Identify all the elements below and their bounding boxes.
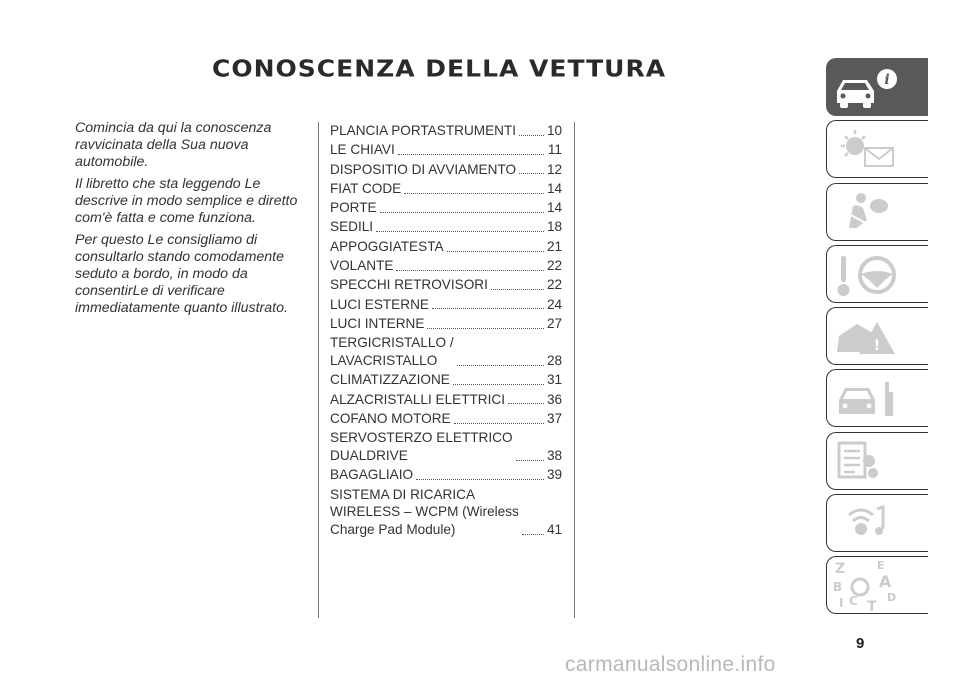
- toc-entry-page: 37: [547, 410, 563, 426]
- toc-leader-dots: [453, 384, 544, 385]
- toc-entry-title: LE CHIAVI: [330, 142, 395, 158]
- alphabetical-index-icon: [827, 557, 927, 615]
- toc-entry[interactable]: [330, 161, 562, 179]
- toc-entry[interactable]: [330, 141, 562, 159]
- toc-entry-page: 38: [547, 448, 563, 464]
- tab-index[interactable]: [826, 556, 928, 614]
- column-divider-left: [318, 122, 319, 618]
- toc-entry-page: 39: [547, 467, 563, 483]
- toc-leader-dots: [457, 365, 544, 366]
- toc-entry[interactable]: [330, 410, 562, 428]
- emergency-breakdown-icon: [827, 308, 927, 366]
- toc-entry[interactable]: [330, 315, 562, 333]
- toc-entry[interactable]: [330, 429, 562, 465]
- toc-entry[interactable]: [330, 122, 562, 140]
- warning-lights-message-icon: [827, 121, 927, 179]
- toc-entry-title: FIAT CODE: [330, 180, 402, 196]
- toc-leader-dots: [491, 289, 544, 290]
- tab-car-info[interactable]: [826, 58, 928, 116]
- toc-entry-title: ALZACRISTALLI ELETTRICI: [330, 391, 505, 407]
- multimedia-icon: [827, 495, 927, 553]
- toc-entry[interactable]: [330, 296, 562, 314]
- toc-entry-page: 22: [547, 277, 563, 293]
- toc-leader-dots: [522, 534, 544, 535]
- toc-entry-title: APPOGGIATESTA: [330, 238, 444, 254]
- toc-entry[interactable]: [330, 371, 562, 389]
- toc-entry-title: SEDILI: [330, 219, 374, 235]
- toc-leader-dots: [519, 135, 544, 136]
- car-info-icon: [827, 59, 927, 117]
- svg-text:!: !: [873, 338, 881, 355]
- page-number: 9: [856, 635, 865, 652]
- toc-leader-dots: [398, 154, 544, 155]
- toc-entry-title: LUCI ESTERNE: [330, 296, 429, 312]
- toc-entry[interactable]: [330, 391, 562, 409]
- toc-entry-page: 28: [547, 353, 563, 369]
- toc-entry[interactable]: [330, 486, 562, 539]
- toc-entry-title: SERVOSTERZO ELETTRICO DUALDRIVE: [330, 430, 513, 464]
- toc-entry-title: DISPOSITIO DI AVVIAMENTO: [330, 161, 517, 177]
- watermark: carmanualsonline.info: [565, 653, 776, 676]
- intro-paragraph: Comincia da qui la conoscenza ravvicinata della Sua nuova automobile.: [75, 120, 272, 170]
- toc-entry-page: 27: [547, 315, 563, 331]
- page-title: CONOSCENZA DELLA VETTURA: [212, 55, 667, 82]
- toc-entry-title: TERGICRISTALLO / LAVACRISTALLO: [330, 335, 454, 369]
- toc-entry-page: 24: [547, 296, 563, 312]
- tab-multimedia[interactable]: [826, 494, 928, 552]
- toc-entry-page: 36: [547, 391, 563, 407]
- toc-leader-dots: [396, 270, 544, 271]
- toc-entry-page: 12: [547, 161, 563, 177]
- toc-entry-title: VOLANTE: [330, 258, 394, 274]
- toc-leader-dots: [508, 403, 544, 404]
- tab-safety[interactable]: [826, 183, 928, 241]
- toc-entry[interactable]: [330, 218, 562, 236]
- tab-starting-driving[interactable]: [826, 245, 928, 303]
- toc-entry-title: LUCI INTERNE: [330, 315, 425, 331]
- toc-leader-dots: [416, 479, 544, 480]
- index-letter: I: [839, 596, 844, 611]
- toc-entry-page: 22: [547, 258, 563, 274]
- toc-entry-title: COFANO MOTORE: [330, 410, 451, 426]
- toc-entry-page: 21: [547, 238, 563, 254]
- toc-entry-page: 41: [547, 522, 563, 538]
- toc-entry[interactable]: [330, 276, 562, 294]
- toc-entry-page: 10: [547, 123, 563, 138]
- toc-leader-dots: [427, 328, 544, 329]
- toc-entry[interactable]: [330, 199, 562, 217]
- car-maintenance-icon: [827, 370, 927, 428]
- technical-data-icon: [827, 433, 927, 491]
- tab-emergency[interactable]: [826, 307, 928, 365]
- toc-entry-page: 31: [547, 372, 563, 388]
- toc-entry[interactable]: [330, 466, 562, 484]
- toc-entry-page: 11: [547, 142, 562, 158]
- index-letter: B: [833, 580, 843, 595]
- toc-entry-title: SPECCHI RETROVISORI: [330, 277, 488, 293]
- toc-leader-dots: [454, 423, 544, 424]
- tab-technical-data[interactable]: [826, 432, 928, 490]
- toc-leader-dots: [432, 308, 544, 309]
- toc-entry-page: 14: [547, 200, 563, 216]
- index-letter: C: [849, 594, 858, 609]
- index-letter: E: [877, 559, 885, 573]
- toc-entry[interactable]: [330, 180, 562, 198]
- chapter-tabs: [826, 58, 928, 619]
- toc-entry-title: PLANCIA PORTASTRUMENTI: [330, 123, 517, 138]
- key-steering-wheel-icon: [827, 246, 927, 304]
- index-letter: Z: [835, 561, 846, 578]
- table-of-contents: [330, 122, 562, 541]
- intro-paragraph: Il libretto che sta leggendo Le descrive in modo semplice e diretto com'è fatta e come funziona.: [75, 176, 298, 226]
- toc-leader-dots: [376, 231, 544, 232]
- intro-text: [75, 120, 315, 322]
- tab-maintenance[interactable]: [826, 369, 928, 427]
- tab-warning-lights[interactable]: [826, 120, 928, 178]
- toc-leader-dots: [404, 193, 544, 194]
- toc-entry-title: PORTE: [330, 200, 377, 216]
- toc-entry[interactable]: [330, 334, 562, 370]
- column-divider-right: [574, 122, 575, 618]
- toc-entry[interactable]: [330, 238, 562, 256]
- index-letter: D: [887, 591, 897, 605]
- toc-entry-title: CLIMATIZZAZIONE: [330, 372, 450, 388]
- svg-text:i: i: [884, 72, 890, 88]
- toc-entry-page: 14: [547, 180, 563, 196]
- toc-leader-dots: [516, 460, 544, 461]
- index-letter: A: [879, 572, 892, 592]
- intro-paragraph: Per questo Le consigliamo di consultarlo stando comodamente seduto a bordo, in modo da consentirLe di verificare immediatamente quanto illustrato.: [75, 232, 288, 316]
- toc-entry-title: BAGAGLIAIO: [330, 467, 414, 483]
- index-letter: T: [867, 599, 877, 616]
- toc-leader-dots: [380, 212, 544, 213]
- seat-airbag-safety-icon: [827, 184, 927, 242]
- toc-leader-dots: [519, 173, 544, 174]
- toc-leader-dots: [447, 251, 544, 252]
- toc-entry[interactable]: [330, 257, 562, 275]
- toc-entry-title: SISTEMA DI RICARICA WIRELESS – WCPM (Wireless Charge Pad Module): [330, 486, 519, 538]
- toc-entry-page: 18: [547, 219, 563, 235]
